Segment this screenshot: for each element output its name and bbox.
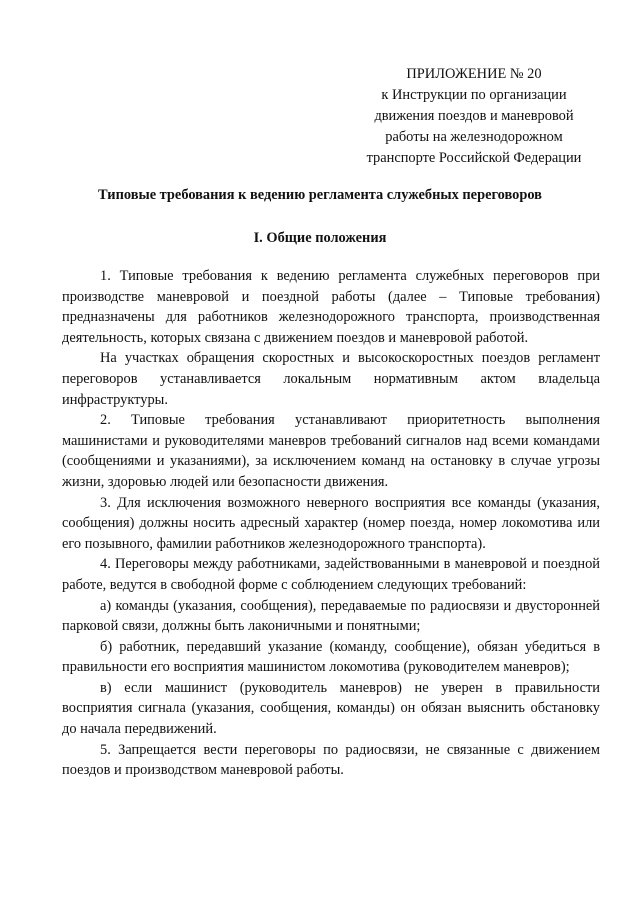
document-title: Типовые требования к ведению регламента служебных переговоров: [98, 187, 542, 203]
paragraph: 4. Переговоры между работниками, задействованными в маневровой и поездной работе, ведутся в свободной форме с соблюдением следующих требований:: [62, 556, 600, 593]
paragraph: 3. Для исключения возможного неверного восприятия все команды (указания, сообщения) должны носить адресный характер (номер поезда, номер локомотива или его позывного, фамилии работников железнодорожного транспорта).: [62, 494, 600, 552]
paragraph: На участках обращения скоростных и высокоскоростных поездов регламент переговоров устанавливается локальным нормативным актом владельца инфраструктуры.: [62, 350, 600, 408]
appendix-line: работы на железнодорожном: [385, 129, 563, 145]
appendix-number: ПРИЛОЖЕНИЕ № 20: [406, 66, 542, 82]
paragraph: 2. Типовые требования устанавливают приоритетность выполнения машинистами и руководителями маневров требований сигналов над всеми командами (сообщениями и указаниями), за исключением команд на остановку в случае угрозы жизни, здоровью людей или безопасности движения.: [62, 412, 600, 490]
section-title: I. Общие положения: [253, 230, 387, 246]
appendix-line: транспорте Российской Федерации: [366, 150, 582, 166]
paragraph: а) команды (указания, сообщения), передаваемые по радиосвязи и двусторонней парковой связи, должны быть лаконичными и понятными;: [62, 597, 600, 635]
appendix-header: [360, 64, 588, 169]
paragraph: б) работник, передавший указание (команду, сообщение), обязан убедиться в правильности его восприятия машинистом локомотива (руководителем маневров);: [62, 638, 600, 676]
paragraph: 5. Запрещается вести переговоры по радиосвязи, не связанные с движением поездов и производством маневровой работы.: [62, 741, 600, 779]
appendix-line: к Инструкции по организации: [381, 87, 567, 103]
paragraph: в) если машинист (руководитель маневров) не уверен в правильности восприятия сигнала (указания, сообщения, команды) он обязан выяснить обстановку до начала передвижений.: [62, 679, 600, 738]
paragraph: 1. Типовые требования к ведению регламента служебных переговоров при производстве маневровой и поездной работы (далее – Типовые требования) предназначены для работников железнодорожного транспорта, производственная деятельность, которых связана с движением поездов и маневровой работой.: [62, 268, 600, 346]
appendix-line: движения поездов и маневровой: [374, 108, 574, 124]
document-body: [62, 266, 600, 781]
